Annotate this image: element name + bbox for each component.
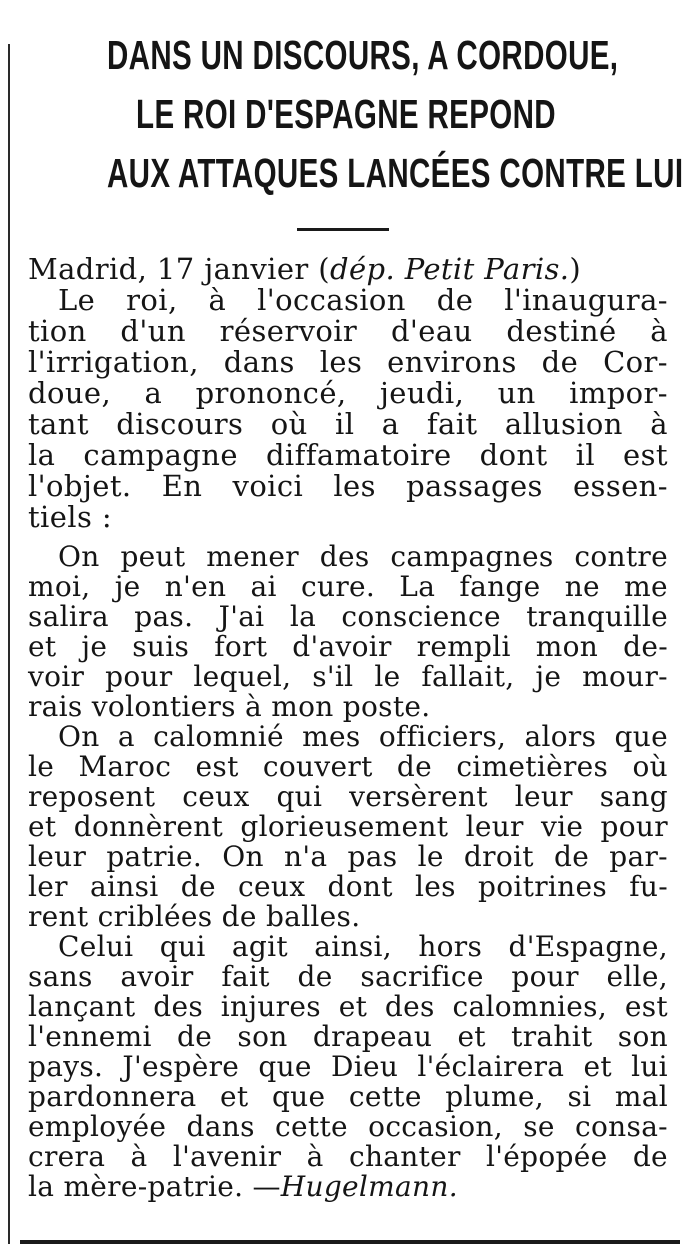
word: et bbox=[28, 630, 57, 663]
word: des bbox=[384, 990, 435, 1023]
word: voici bbox=[232, 469, 304, 503]
word: agit bbox=[231, 930, 288, 963]
text-line bbox=[28, 440, 668, 471]
word: avoir bbox=[120, 960, 194, 993]
word: ne bbox=[564, 570, 600, 603]
word: des bbox=[319, 540, 370, 573]
text-line bbox=[28, 316, 668, 347]
text-line bbox=[28, 285, 668, 316]
column-rule-left bbox=[8, 44, 10, 1244]
word: mour- bbox=[582, 660, 668, 693]
word: fait bbox=[426, 407, 478, 441]
word: a bbox=[117, 720, 135, 753]
word: officiers, bbox=[378, 720, 507, 753]
word: moi, bbox=[28, 570, 91, 603]
word: campagnes bbox=[390, 540, 554, 573]
word: de bbox=[553, 840, 590, 873]
word: ai bbox=[250, 570, 277, 603]
quote-paragraph-1 bbox=[28, 542, 668, 722]
word: fange bbox=[459, 570, 541, 603]
word: roi, bbox=[126, 283, 178, 317]
word: d'eau bbox=[390, 314, 473, 348]
word: conscience bbox=[341, 600, 501, 633]
word: vie bbox=[541, 810, 584, 843]
word: injures bbox=[220, 990, 321, 1023]
text-line bbox=[28, 1052, 668, 1082]
word: suis bbox=[132, 630, 190, 663]
word: prononcé, bbox=[195, 376, 347, 410]
word: cette bbox=[348, 1080, 422, 1113]
word: impor- bbox=[569, 376, 668, 410]
quote-paragraph-3 bbox=[28, 932, 668, 1172]
word: où bbox=[270, 407, 308, 441]
word: tion bbox=[28, 314, 87, 348]
word: Dieu bbox=[330, 1050, 399, 1083]
word: de bbox=[436, 283, 474, 317]
word: l'irrigation, bbox=[28, 345, 199, 379]
word: a bbox=[144, 376, 163, 410]
word: fort bbox=[214, 630, 268, 663]
word: l'éclairera bbox=[417, 1050, 565, 1083]
dateline-close: ) bbox=[569, 252, 582, 286]
word: par- bbox=[609, 840, 668, 873]
text-line bbox=[28, 1082, 668, 1112]
word: salira bbox=[28, 600, 109, 633]
word: la bbox=[289, 600, 317, 633]
word: tranquille bbox=[526, 600, 668, 633]
word: leur bbox=[514, 780, 573, 813]
word: employée bbox=[28, 1110, 167, 1143]
word: Cor- bbox=[603, 345, 668, 379]
word: calomnié bbox=[153, 720, 284, 753]
word: cure. bbox=[301, 570, 376, 603]
word: essen- bbox=[572, 469, 668, 503]
word: et bbox=[338, 990, 368, 1023]
word: je bbox=[81, 630, 108, 663]
headline-line-1: DANS UN DISCOURS, A CORDOUE, bbox=[106, 32, 619, 78]
word: patrie. bbox=[106, 840, 203, 873]
word: à bbox=[130, 1140, 148, 1173]
word: occasion, bbox=[368, 1110, 503, 1143]
word: dont bbox=[327, 870, 393, 903]
dateline bbox=[28, 254, 668, 285]
word: et bbox=[220, 1080, 249, 1113]
word: est bbox=[623, 438, 668, 472]
headline bbox=[106, 26, 684, 203]
word: il bbox=[575, 438, 595, 472]
bottom-rule bbox=[20, 1240, 680, 1244]
word: de bbox=[396, 750, 433, 783]
word: fu- bbox=[629, 870, 668, 903]
word: En bbox=[161, 469, 203, 503]
text-line bbox=[28, 542, 668, 572]
quote-paragraph-2 bbox=[28, 722, 668, 932]
headline-line-2: LE ROI D'ESPAGNE REPOND bbox=[136, 91, 556, 137]
word: à bbox=[650, 407, 668, 441]
word: à bbox=[306, 1140, 324, 1173]
word: mener bbox=[206, 540, 299, 573]
word: discours bbox=[116, 407, 244, 441]
text-line bbox=[28, 962, 668, 992]
word: de bbox=[180, 870, 216, 903]
word: son bbox=[237, 1020, 288, 1053]
word: calomnies, bbox=[452, 990, 608, 1023]
word: lequel, bbox=[193, 660, 292, 693]
word: On bbox=[58, 540, 100, 573]
dateline-place-date: Madrid, 17 janvier ( bbox=[28, 252, 330, 286]
text-line bbox=[28, 572, 668, 602]
text-line bbox=[28, 872, 668, 902]
word: campagne bbox=[83, 438, 238, 472]
word: sans bbox=[28, 960, 93, 993]
word: l'ennemi bbox=[28, 1020, 152, 1053]
closing-text: la mère-patrie. — bbox=[28, 1170, 281, 1203]
word: et bbox=[28, 810, 57, 843]
word: consa- bbox=[575, 1110, 668, 1143]
word: lui bbox=[631, 1050, 668, 1083]
word: les bbox=[319, 345, 363, 379]
word: pour bbox=[600, 810, 668, 843]
word: ainsi, bbox=[314, 930, 392, 963]
word: si bbox=[567, 1080, 592, 1113]
word: dont bbox=[479, 438, 548, 472]
word: de bbox=[632, 1140, 668, 1173]
word: qui bbox=[159, 930, 206, 963]
word: fait bbox=[221, 960, 270, 993]
word: l'inaugura- bbox=[504, 283, 668, 317]
word: l'épopée bbox=[486, 1140, 608, 1173]
word: versèrent bbox=[349, 780, 488, 813]
word: pour bbox=[511, 960, 579, 993]
text-line bbox=[28, 662, 668, 692]
word: à bbox=[650, 314, 668, 348]
word: hors bbox=[418, 930, 483, 963]
text-line bbox=[28, 347, 668, 378]
headline-line-3: AUX ATTAQUES LANCÉES CONTRE LUI bbox=[106, 150, 684, 196]
word: n'a bbox=[284, 840, 328, 873]
word: cette bbox=[275, 1110, 348, 1143]
word: pays. bbox=[28, 1050, 104, 1083]
word: ceux bbox=[238, 870, 306, 903]
word: On bbox=[58, 720, 100, 753]
word: dans bbox=[223, 345, 295, 379]
word: d'un bbox=[120, 314, 186, 348]
word: droit bbox=[463, 840, 534, 873]
word: chanter bbox=[348, 1140, 461, 1173]
text-line bbox=[28, 1112, 668, 1142]
word: l'occasion bbox=[257, 283, 406, 317]
word: les bbox=[415, 870, 456, 903]
word: de bbox=[177, 1020, 213, 1053]
word: que bbox=[258, 1050, 312, 1083]
word: sang bbox=[599, 780, 668, 813]
word: est bbox=[624, 990, 668, 1023]
word: alors bbox=[524, 720, 597, 753]
text-line bbox=[28, 932, 668, 962]
word: mal bbox=[614, 1080, 668, 1113]
word: de- bbox=[623, 630, 668, 663]
text-line bbox=[28, 782, 668, 812]
word: voir bbox=[28, 660, 85, 693]
text-line bbox=[28, 409, 668, 440]
text-line bbox=[28, 632, 668, 662]
text-line bbox=[28, 842, 668, 872]
word: Maroc bbox=[78, 750, 172, 783]
text-line bbox=[28, 992, 668, 1022]
word: et bbox=[457, 1020, 486, 1053]
word: qui bbox=[276, 780, 323, 813]
text-line bbox=[28, 378, 668, 409]
word: reposent bbox=[28, 780, 156, 813]
text-line bbox=[28, 602, 668, 632]
word: jeudi, bbox=[379, 376, 465, 410]
text-line: rais volontiers à mon poste. bbox=[28, 690, 431, 723]
word: pour bbox=[105, 660, 173, 693]
word: d'avoir bbox=[292, 630, 392, 663]
text-line bbox=[28, 812, 668, 842]
word: le bbox=[417, 840, 444, 873]
word: contre bbox=[574, 540, 668, 573]
word: ceux bbox=[182, 780, 250, 813]
word: lançant bbox=[28, 990, 136, 1023]
word: destiné bbox=[506, 314, 617, 348]
article-body bbox=[28, 254, 668, 1202]
word: La bbox=[399, 570, 436, 603]
word: les bbox=[333, 469, 376, 503]
word: plume, bbox=[445, 1080, 544, 1113]
word: ainsi bbox=[90, 870, 159, 903]
text-line: tiels : bbox=[28, 500, 113, 534]
word: drapeau bbox=[312, 1020, 433, 1053]
word: a bbox=[381, 407, 400, 441]
word: diffamatoire bbox=[265, 438, 452, 472]
word: couvert bbox=[262, 750, 373, 783]
word: J'espère bbox=[122, 1050, 240, 1083]
word: cimetières bbox=[456, 750, 609, 783]
word: sacrifice bbox=[360, 960, 484, 993]
headline-divider bbox=[297, 228, 389, 231]
word: le bbox=[374, 660, 401, 693]
word: d'Espagne, bbox=[508, 930, 668, 963]
word: trahit bbox=[511, 1020, 593, 1053]
word: se bbox=[523, 1110, 555, 1143]
word: est bbox=[195, 750, 239, 783]
intro-paragraph bbox=[28, 285, 668, 533]
word: leur bbox=[465, 810, 524, 843]
word: et bbox=[583, 1050, 612, 1083]
word: pas. bbox=[134, 600, 194, 633]
word: pas bbox=[347, 840, 398, 873]
word: je bbox=[114, 570, 141, 603]
word: le bbox=[28, 750, 55, 783]
word: donnèrent bbox=[73, 810, 224, 843]
word: peut bbox=[120, 540, 186, 573]
word: tant bbox=[28, 407, 89, 441]
word: allusion bbox=[504, 407, 623, 441]
word: passages bbox=[406, 469, 543, 503]
signature: Hugelmann. bbox=[280, 1170, 458, 1203]
word: dans bbox=[186, 1110, 255, 1143]
word: rempli bbox=[416, 630, 511, 663]
word: de bbox=[297, 960, 333, 993]
word: pardonnera bbox=[28, 1080, 197, 1113]
word: son bbox=[617, 1020, 668, 1053]
word: que bbox=[614, 720, 668, 753]
word: glorieusement bbox=[240, 810, 449, 843]
word: que bbox=[271, 1080, 326, 1113]
word: poitrines bbox=[478, 870, 608, 903]
word: ler bbox=[28, 870, 68, 903]
word: de bbox=[541, 345, 579, 379]
text-line: rent criblées de balles. bbox=[28, 900, 361, 933]
dateline-source: dép. Petit Paris. bbox=[329, 252, 570, 286]
closing-line bbox=[28, 1172, 668, 1202]
word: n'en bbox=[164, 570, 227, 603]
word: leur bbox=[28, 840, 87, 873]
text-line bbox=[28, 1022, 668, 1052]
word: s'il bbox=[312, 660, 354, 693]
word: me bbox=[624, 570, 668, 603]
word: je bbox=[535, 660, 562, 693]
word: fallait, bbox=[421, 660, 515, 693]
text-line bbox=[28, 1142, 668, 1172]
word: la bbox=[28, 438, 56, 472]
word: à bbox=[208, 283, 227, 317]
word: l'objet. bbox=[28, 469, 132, 503]
text-line bbox=[28, 752, 668, 782]
word: J'ai bbox=[218, 600, 265, 633]
word: où bbox=[632, 750, 668, 783]
word: Le bbox=[58, 283, 96, 317]
word: des bbox=[153, 990, 203, 1023]
text-line bbox=[28, 722, 668, 752]
word: doue, bbox=[28, 376, 112, 410]
word: un bbox=[497, 376, 536, 410]
word: l'avenir bbox=[172, 1140, 282, 1173]
word: elle, bbox=[606, 960, 668, 993]
word: crera bbox=[28, 1140, 106, 1173]
word: On bbox=[222, 840, 264, 873]
word: Celui bbox=[58, 930, 134, 963]
word: mon bbox=[535, 630, 599, 663]
text-line bbox=[28, 471, 668, 502]
word: mes bbox=[302, 720, 361, 753]
word: il bbox=[335, 407, 355, 441]
word: environs bbox=[387, 345, 517, 379]
word: réservoir bbox=[219, 314, 358, 348]
